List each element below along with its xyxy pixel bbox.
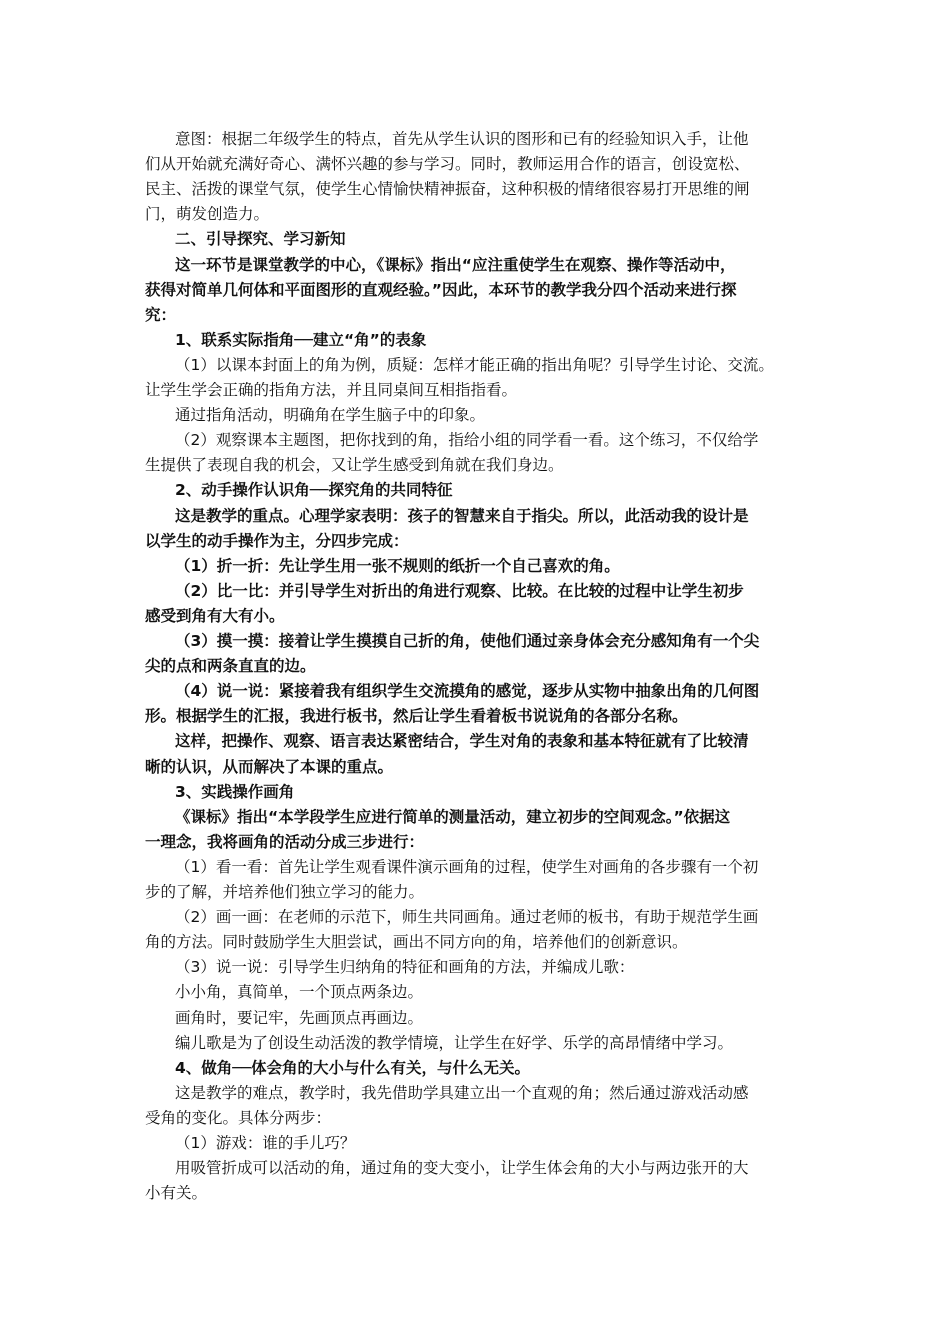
text-line: 门，萌发创造力。 — [145, 205, 270, 224]
text-line: 通过指角活动，明确角在学生脑子中的印象。 — [175, 406, 486, 425]
text-line: 角的方法。同时鼓励学生大胆尝试，画出不同方向的角，培养他们的创新意识。 — [145, 933, 688, 952]
text-line: 生提供了表现自我的机会，又让学生感受到角就在我们身边。 — [145, 456, 564, 475]
text-line: （2）比一比：并引导学生对折出的角进行观察、比较。在比较的过程中让学生初步 — [175, 581, 744, 600]
text-line: 4、做角──体会角的大小与什么有关，与什么无关。 — [175, 1058, 530, 1077]
text-line: （1）游戏：谁的手儿巧？ — [175, 1134, 356, 1152]
text-line: 感受到角有大有小。 — [145, 606, 285, 625]
text-line: 这是教学的难点，教学时，我先借助学具建立出一个直观的角；然后通过游戏活动感 — [175, 1083, 749, 1102]
text-line: 究： — [145, 305, 177, 324]
text-line: 步的了解，并培养他们独立学习的能力。 — [145, 883, 425, 901]
text-line: 1、联系实际指角──建立“角”的表象 — [175, 330, 427, 349]
text-line: 编儿歌是为了创设生动活泼的教学情境，让学生在好学、乐学的高昂情绪中学习。 — [175, 1033, 734, 1052]
text-line: 小小角，真简单，一个顶点两条边。 — [175, 983, 424, 1002]
text-line: 形。根据学生的汇报，我进行板书，然后让学生看着板书说说角的各部分名称。 — [145, 707, 688, 726]
text-line: 这样，把操作、观察、语言表达紧密结合，学生对角的表象和基本特征就有了比较清 — [175, 732, 749, 751]
text-line: 晰的认识，从而解决了本课的重点。 — [145, 757, 394, 776]
text-line: （2）观察课本主题图，把你找到的角，指给小组的同学看一看。这个练习，不仅给学 — [175, 431, 759, 450]
text-line: （4）说一说：紧接着我有组织学生交流摸角的感觉，逐步从实物中抽象出角的几何图 — [175, 682, 760, 701]
text-line: 民主、活拨的课堂气氛，使学生心情愉快精神振奋，这种积极的情绪很容易打开思维的闸 — [145, 180, 750, 199]
text-line: 《课标》指出“本学段学生应进行简单的测量活动，建立初步的空间观念。”依据这 — [175, 807, 731, 826]
text-line: 这一环节是课堂教学的中心，《课标》指出“应注重使学生在观察、操作等活动中， — [175, 255, 736, 274]
text-line: 让学生学会正确的指角方法，并且同桌间互相指指看。 — [145, 381, 518, 399]
text-line: 二、引导探究、学习新知 — [175, 230, 346, 249]
text-line: 以学生的动手操作为主，分四步完成： — [145, 531, 409, 550]
text-line: （1）折一折：先让学生用一张不规则的纸折一个自己喜欢的角。 — [175, 556, 620, 575]
text-line: 2、动手操作认识角──探究角的共同特征 — [175, 481, 453, 500]
text-line: 用吸管折成可以活动的角，通过角的变大变小，让学生体会角的大小与两边张开的大 — [175, 1159, 749, 1178]
text-line: 小有关。 — [145, 1184, 208, 1203]
text-line: （3）说一说：引导学生归纳角的特征和画角的方法，并编成儿歌： — [175, 958, 635, 977]
text-line: 尖的点和两条直直的边。 — [145, 657, 316, 676]
text-line: （3）摸一摸：接着让学生摸摸自己折的角，使他们通过亲身体会充分感知角有一个尖 — [175, 632, 760, 650]
text-line: （2）画一画：在老师的示范下，师生共同画角。通过老师的板书，有助于规范学生画 — [175, 908, 759, 927]
text-line: 获得对简单几何体和平面图形的直观经验。”因此，本环节的教学我分四个活动来进行探 — [145, 280, 737, 299]
text-line: 画角时，要记牢，先画顶点再画边。 — [175, 1008, 424, 1027]
text-line: 一理念，我将画角的活动分成三步进行： — [145, 832, 425, 851]
text-line: 这是教学的重点。心理学家表明：孩子的智慧来自于指尖。所以，此活动我的设计是 — [175, 506, 749, 525]
text-line: 们从开始就充满好奇心、满怀兴趣的参与学习。同时，教师运用合作的语言，创设宽松、 — [145, 155, 750, 174]
text-line: 3、实践操作画角 — [175, 782, 295, 801]
text-line: 受角的变化。具体分两步： — [145, 1108, 332, 1127]
text-line: （1）以课本封面上的角为例，质疑：怎样才能正确的指出角呢？引导学生讨论、交流。 — [175, 355, 774, 374]
text-line: （1）看一看：首先让学生观看课件演示画角的过程，使学生对画角的各步骤有一个初 — [175, 857, 759, 876]
text-line: 意图：根据二年级学生的特点，首先从学生认识的图形和已有的经验知识入手，让他 — [175, 130, 749, 148]
